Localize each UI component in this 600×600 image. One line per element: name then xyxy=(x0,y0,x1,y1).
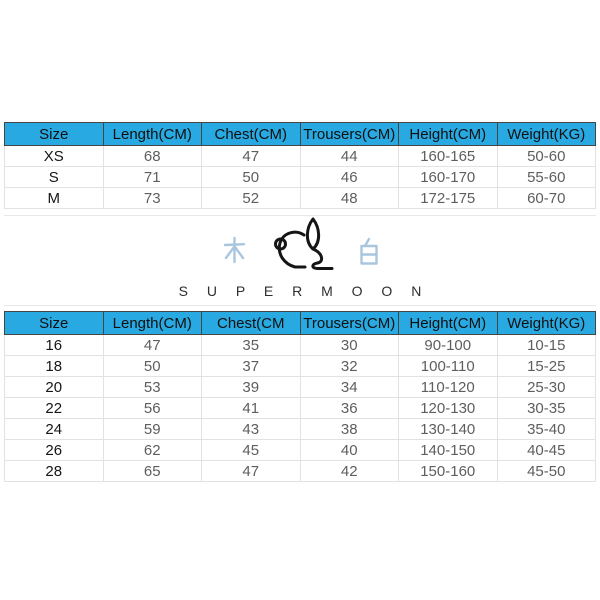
data-cell: 10-15 xyxy=(497,335,596,356)
data-cell: 150-160 xyxy=(399,461,498,482)
data-cell: 140-150 xyxy=(399,440,498,461)
column-header: Chest(CM) xyxy=(202,123,301,146)
data-cell: 36 xyxy=(300,398,399,419)
data-cell: 32 xyxy=(300,356,399,377)
size-cell: 16 xyxy=(5,335,104,356)
column-header: Chest(CM xyxy=(202,312,301,335)
size-cell: 28 xyxy=(5,461,104,482)
data-cell: 172-175 xyxy=(399,188,498,209)
size-cell: 22 xyxy=(5,398,104,419)
data-cell: 55-60 xyxy=(497,167,596,188)
size-cell: 18 xyxy=(5,356,104,377)
data-cell: 160-165 xyxy=(399,146,498,167)
data-cell: 130-140 xyxy=(399,419,498,440)
data-cell: 59 xyxy=(103,419,202,440)
table-row xyxy=(5,440,596,461)
header-row xyxy=(5,123,596,146)
data-cell: 44 xyxy=(300,146,399,167)
kanji-wood-icon xyxy=(222,236,247,269)
table-row xyxy=(5,335,596,356)
data-cell: 46 xyxy=(300,167,399,188)
data-cell: 60-70 xyxy=(497,188,596,209)
data-cell: 73 xyxy=(103,188,202,209)
column-header: Height(CM) xyxy=(399,123,498,146)
data-cell: 38 xyxy=(300,419,399,440)
data-cell: 37 xyxy=(202,356,301,377)
table-row xyxy=(5,188,596,209)
kanji-white-icon xyxy=(357,237,381,271)
column-header: Weight(KG) xyxy=(497,312,596,335)
data-cell: 100-110 xyxy=(399,356,498,377)
data-cell: 62 xyxy=(103,440,202,461)
data-cell: 45-50 xyxy=(497,461,596,482)
table-row xyxy=(5,167,596,188)
table-row xyxy=(5,398,596,419)
rabbit-line-icon xyxy=(271,216,337,276)
data-cell: 40-45 xyxy=(497,440,596,461)
data-cell: 48 xyxy=(300,188,399,209)
data-cell: 50 xyxy=(103,356,202,377)
column-header: Length(CM) xyxy=(103,312,202,335)
data-cell: 35 xyxy=(202,335,301,356)
data-cell: 45 xyxy=(202,440,301,461)
column-header: Weight(KG) xyxy=(497,123,596,146)
brand-name: S U P E R M O O N xyxy=(178,283,429,299)
data-cell: 68 xyxy=(103,146,202,167)
size-cell: 24 xyxy=(5,419,104,440)
header-row xyxy=(5,312,596,335)
data-cell: 41 xyxy=(202,398,301,419)
data-cell: 39 xyxy=(202,377,301,398)
data-cell: 53 xyxy=(103,377,202,398)
data-cell: 52 xyxy=(202,188,301,209)
data-cell: 56 xyxy=(103,398,202,419)
data-cell: 42 xyxy=(300,461,399,482)
data-cell: 71 xyxy=(103,167,202,188)
data-cell: 160-170 xyxy=(399,167,498,188)
table-row xyxy=(5,377,596,398)
table-row xyxy=(5,461,596,482)
kids-size-table xyxy=(4,311,596,482)
data-cell: 40 xyxy=(300,440,399,461)
column-header: Length(CM) xyxy=(103,123,202,146)
size-cell: XS xyxy=(5,146,104,167)
data-cell: 47 xyxy=(202,461,301,482)
data-cell: 110-120 xyxy=(399,377,498,398)
data-cell: 90-100 xyxy=(399,335,498,356)
data-cell: 15-25 xyxy=(497,356,596,377)
size-cell: S xyxy=(5,167,104,188)
column-header: Size xyxy=(5,123,104,146)
data-cell: 47 xyxy=(202,146,301,167)
table-row xyxy=(5,419,596,440)
data-cell: 50 xyxy=(202,167,301,188)
column-header: Size xyxy=(5,312,104,335)
size-cell: M xyxy=(5,188,104,209)
data-cell: 50-60 xyxy=(497,146,596,167)
column-header: Height(CM) xyxy=(399,312,498,335)
data-cell: 120-130 xyxy=(399,398,498,419)
table-row xyxy=(5,146,596,167)
data-cell: 35-40 xyxy=(497,419,596,440)
column-header: Trousers(CM) xyxy=(300,312,399,335)
data-cell: 65 xyxy=(103,461,202,482)
data-cell: 43 xyxy=(202,419,301,440)
size-cell: 20 xyxy=(5,377,104,398)
table-row xyxy=(5,356,596,377)
data-cell: 30 xyxy=(300,335,399,356)
data-cell: 47 xyxy=(103,335,202,356)
adult-size-table xyxy=(4,122,596,209)
data-cell: 25-30 xyxy=(497,377,596,398)
data-cell: 34 xyxy=(300,377,399,398)
column-header: Trousers(CM) xyxy=(300,123,399,146)
divider-line xyxy=(4,305,596,306)
size-cell: 26 xyxy=(5,440,104,461)
data-cell: 30-35 xyxy=(497,398,596,419)
